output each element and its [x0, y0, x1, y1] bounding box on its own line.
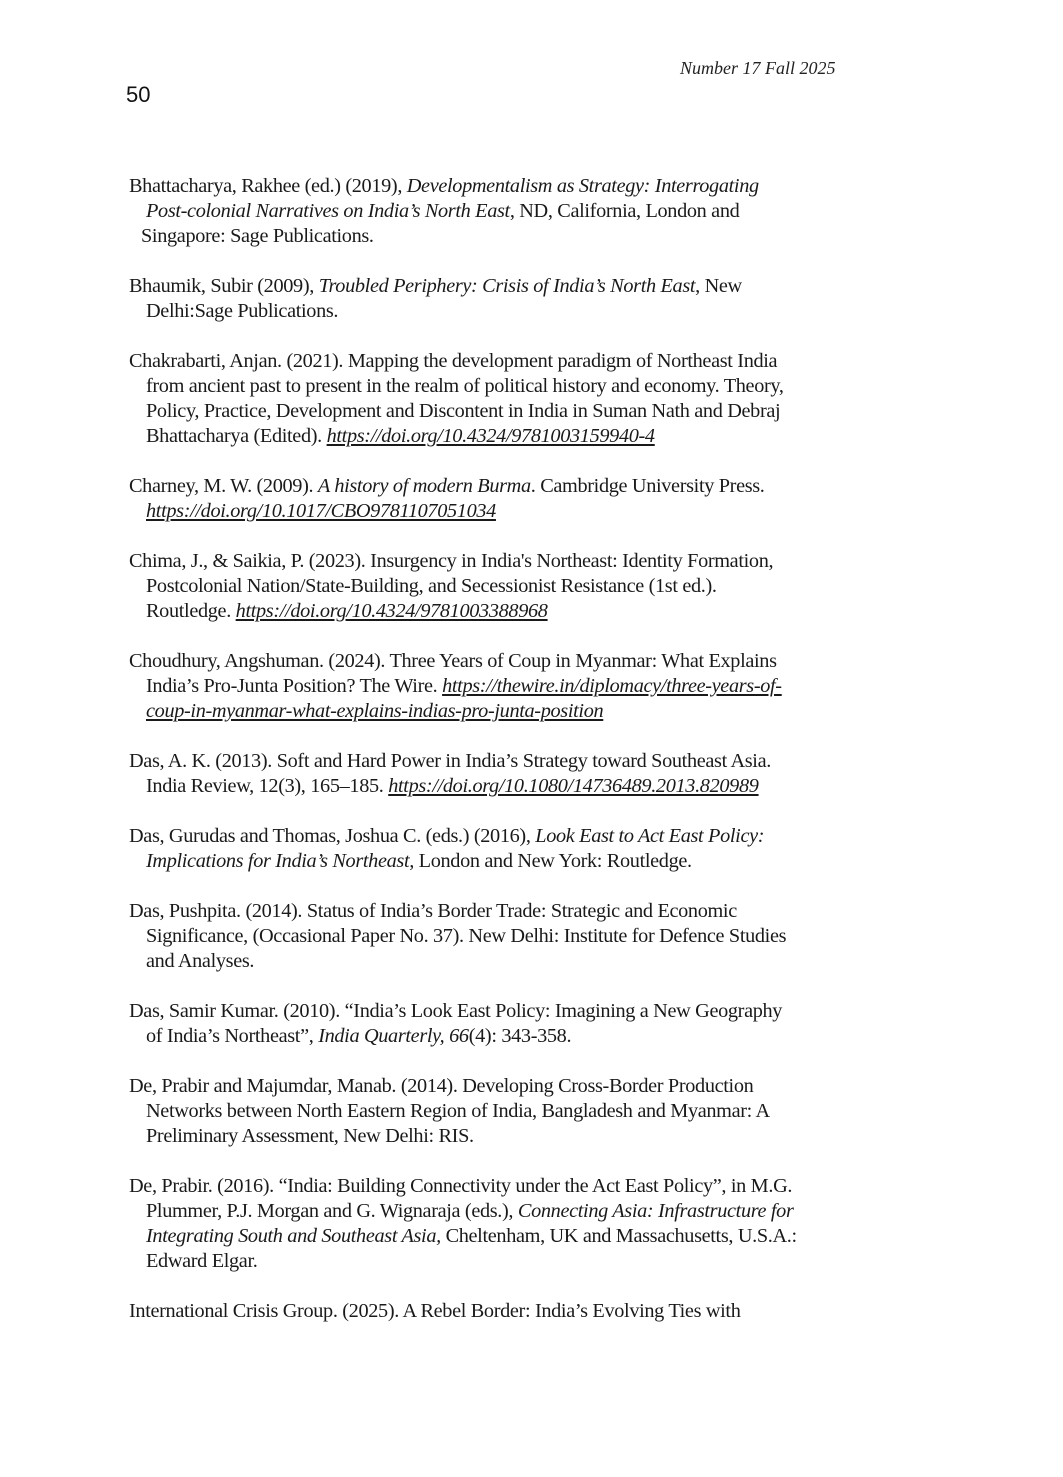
reference-line: [129, 1249, 889, 1274]
doi-link[interactable]: https://doi.org/10.4324/9781003388968: [235, 600, 548, 622]
reference-title-italic: Implications for India’s Northeast,: [146, 850, 414, 872]
reference-text: Networks between North Eastern Region of India, Bangladesh and Myanmar: A: [146, 1100, 770, 1122]
reference-list: [129, 174, 889, 1349]
reference-text: India’s Pro-Junta Position? The Wire.: [146, 675, 443, 697]
reference-entry: [129, 174, 889, 249]
reference-line: [129, 1074, 889, 1099]
reference-text: Delhi:Sage Publications.: [146, 300, 339, 322]
page-number: 50: [126, 82, 151, 107]
reference-line: [129, 924, 889, 949]
reference-title-italic: Look East to Act East Policy:: [535, 825, 765, 847]
reference-text: of India’s Northeast”,: [146, 1025, 319, 1047]
reference-entry: [129, 274, 889, 324]
reference-text: India Review, 12(3), 165–185.: [146, 775, 389, 797]
reference-line: [129, 274, 889, 299]
reference-text: Chima, J., & Saikia, P. (2023). Insurgency in India's Northeast: Identity Formation,: [129, 550, 774, 572]
reference-line: [129, 474, 889, 499]
reference-entry: [129, 749, 889, 799]
reference-line: [129, 699, 889, 724]
reference-entry: [129, 824, 889, 874]
reference-line: [129, 824, 889, 849]
reference-line: [129, 199, 889, 224]
reference-line: [129, 1124, 889, 1149]
reference-text: . Cambridge University Press.: [530, 475, 765, 497]
reference-text: Das, Pushpita. (2014). Status of India’s Border Trade: Strategic and Economic: [129, 900, 737, 922]
reference-line: [129, 349, 889, 374]
reference-entry: [129, 549, 889, 624]
reference-text: Bhaumik, Subir (2009),: [129, 275, 319, 297]
reference-text: Cheltenham, UK and Massachusetts, U.S.A.:: [440, 1225, 797, 1247]
reference-line: [129, 399, 889, 424]
reference-text: Routledge.: [146, 600, 236, 622]
reference-line: [129, 549, 889, 574]
reference-line: [129, 1174, 889, 1199]
reference-line: [129, 899, 889, 924]
reference-entry: [129, 1074, 889, 1149]
reference-title-italic: Developmentalism as Strategy: Interrogating: [406, 175, 759, 197]
reference-title-italic: Connecting Asia: Infrastructure for: [517, 1200, 794, 1222]
reference-entry: [129, 1299, 889, 1324]
reference-line: [129, 599, 889, 624]
reference-entry: [129, 999, 889, 1049]
reference-text: Singapore: Sage Publications.: [141, 225, 374, 247]
reference-text: Significance, (Occasional Paper No. 37). New Delhi: Institute for Defence Studies: [146, 925, 787, 947]
reference-text: Policy, Practice, Development and Discontent in India in Suman Nath and Debraj: [146, 400, 781, 422]
reference-line: [129, 499, 889, 524]
reference-title-italic: Integrating South and Southeast Asia,: [146, 1225, 441, 1247]
reference-entry: [129, 899, 889, 974]
reference-text: Chakrabarti, Anjan. (2021). Mapping the development paradigm of Northeast India: [129, 350, 778, 372]
reference-line: [129, 424, 889, 449]
reference-line: [129, 649, 889, 674]
reference-text: Choudhury, Angshuman. (2024). Three Years of Coup in Myanmar: What Explains: [129, 650, 777, 672]
reference-entry: [129, 649, 889, 724]
reference-text: Das, A. K. (2013). Soft and Hard Power in India’s Strategy toward Southeast Asia.: [129, 750, 771, 772]
reference-text: De, Prabir. (2016). “India: Building Connectivity under the Act East Policy”, in M.G.: [129, 1175, 793, 1197]
reference-text: (4): 343-358.: [468, 1025, 572, 1047]
reference-text: from ancient past to present in the realm of political history and economy. Theory,: [146, 375, 784, 397]
reference-line: [129, 299, 889, 324]
reference-text: , New: [695, 275, 742, 297]
doi-link[interactable]: https://doi.org/10.4324/9781003159940-4: [326, 425, 655, 447]
reference-text: Das, Samir Kumar. (2010). “India’s Look East Policy: Imagining a New Geography: [129, 1000, 783, 1022]
reference-text: , ND, California, London and: [509, 200, 740, 222]
reference-text: Charney, M. W. (2009).: [129, 475, 318, 497]
reference-line: [129, 749, 889, 774]
reference-title-italic: India Quarterly, 66: [318, 1025, 469, 1047]
reference-text: International Crisis Group. (2025). A Rebel Border: India’s Evolving Ties with: [129, 1300, 741, 1322]
reference-text: and Analyses.: [146, 950, 255, 972]
running-head: Number 17 Fall 2025: [680, 58, 836, 78]
reference-line: [129, 1199, 889, 1224]
doi-link[interactable]: coup-in-myanmar-what-explains-indias-pro-junta-position: [146, 700, 604, 722]
reference-line: [129, 999, 889, 1024]
doi-link[interactable]: https://doi.org/10.1080/14736489.2013.820989: [388, 775, 759, 797]
doi-link[interactable]: https://thewire.in/diplomacy/three-years-of-: [442, 675, 782, 697]
reference-text: Plummer, P.J. Morgan and G. Wignaraja (eds.),: [146, 1200, 518, 1222]
reference-title-italic: A history of modern Burma: [317, 475, 531, 497]
doi-link[interactable]: https://doi.org/10.1017/CBO9781107051034: [146, 500, 496, 522]
reference-text: Preliminary Assessment, New Delhi: RIS.: [146, 1125, 474, 1147]
reference-text: London and New York: Routledge.: [413, 850, 692, 872]
reference-entry: [129, 474, 889, 524]
reference-line: [129, 1224, 889, 1249]
reference-text: De, Prabir and Majumdar, Manab. (2014). Developing Cross-Border Production: [129, 1075, 754, 1097]
reference-title-italic: Post-colonial Narratives on India’s North East: [146, 200, 510, 222]
reference-line: [129, 174, 889, 199]
reference-text: Edward Elgar.: [146, 1250, 258, 1272]
reference-line: [129, 374, 889, 399]
reference-line: [129, 1099, 889, 1124]
reference-title-italic: Troubled Periphery: Crisis of India’s North East: [318, 275, 696, 297]
reference-line: [129, 1024, 889, 1049]
reference-line: [129, 574, 889, 599]
reference-text: Das, Gurudas and Thomas, Joshua C. (eds.) (2016),: [129, 825, 536, 847]
reference-text: Bhattacharya (Edited).: [146, 425, 327, 447]
reference-line: [129, 1299, 889, 1324]
reference-line: [129, 849, 889, 874]
reference-entry: [129, 349, 889, 449]
reference-line: [129, 674, 889, 699]
reference-line: [129, 224, 889, 249]
reference-line: [129, 949, 889, 974]
reference-text: Postcolonial Nation/State-Building, and Secessionist Resistance (1st ed.).: [146, 575, 717, 597]
reference-line: [129, 774, 889, 799]
reference-text: Bhattacharya, Rakhee (ed.) (2019),: [129, 175, 407, 197]
reference-entry: [129, 1174, 889, 1274]
